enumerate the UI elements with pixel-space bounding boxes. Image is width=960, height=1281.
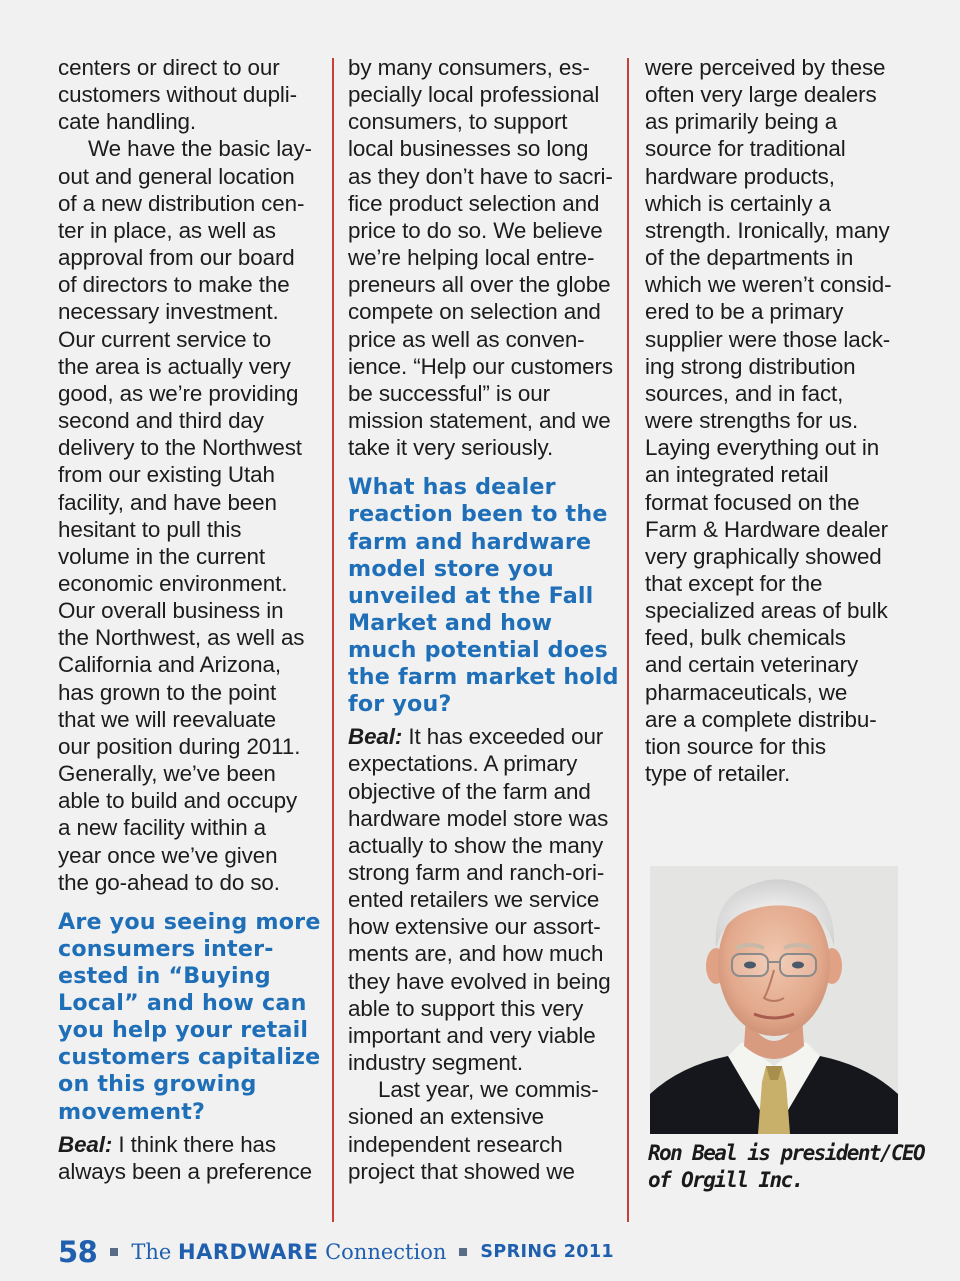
text-line: preneurs all over the globe [348, 272, 611, 298]
text-line: price to do so. We believe [348, 217, 603, 243]
text-line: feed, bulk chemicals [645, 625, 846, 651]
text-line: ested in “Buying [58, 963, 271, 990]
text-line: ments are, and how much [348, 941, 604, 967]
text-line: consumers inter- [58, 935, 274, 962]
text-line: much potential does [348, 636, 608, 663]
text-line: actually to show the many [348, 832, 604, 858]
text-line: year once we’ve given [58, 842, 278, 868]
footer-separator-square [459, 1248, 467, 1256]
text-line: by many consumers, es- [348, 55, 590, 80]
text-line: model store you [348, 555, 554, 582]
text-line: facility, and have been [58, 489, 277, 515]
answer-text-rest [348, 750, 610, 1076]
text-line: out and general location [58, 163, 295, 189]
text-line: sources, and in fact, [645, 380, 844, 406]
magazine-title-bold: HARDWARE [178, 1240, 319, 1264]
answer-text-start: I think there has [112, 1131, 277, 1157]
page-footer [58, 1232, 614, 1272]
paragraph-col3-1 [645, 54, 907, 787]
text-line: good, as we’re providing [58, 380, 299, 406]
photo-caption [648, 1140, 925, 1194]
text-line: be successful” is our [348, 380, 550, 406]
text-line: the Northwest, as well as [58, 625, 305, 651]
text-line: as they don’t have to sacri- [348, 163, 613, 189]
text-line: type of retailer. [645, 761, 791, 787]
question-heading-model-store [348, 474, 619, 718]
text-line: as primarily being a [645, 109, 838, 135]
text-line: specialized areas of bulk [645, 598, 888, 624]
text-line: Ron Beal is president/CEO [648, 1141, 925, 1165]
text-line: from our existing Utah [58, 462, 275, 488]
text-line: compete on selection and [348, 299, 601, 325]
text-line: volume in the current [58, 543, 265, 569]
paragraph-col1-2 [58, 135, 320, 895]
text-line: pecially local professional [348, 82, 600, 108]
text-line: of the departments in [645, 245, 854, 271]
text-line: able to support this very [348, 995, 584, 1021]
text-line: necessary investment. [58, 299, 279, 325]
text-line: are a complete distribu- [645, 706, 877, 732]
text-line: Generally, we’ve been [58, 761, 276, 787]
text-line: often very large dealers [645, 82, 877, 108]
text-line: you help your retail [58, 1017, 309, 1044]
text-line: the go-ahead to do so. [58, 869, 280, 895]
text-line: sioned an extensive [348, 1104, 545, 1130]
text-line: take it very seriously. [348, 435, 554, 461]
text-line: an integrated retail [645, 462, 829, 488]
text-line: farm and hardware [348, 528, 592, 555]
text-line: tion source for this [645, 733, 826, 759]
text-line: and certain veterinary [645, 652, 859, 678]
text-line: hesitant to pull this [58, 516, 242, 542]
text-line: strength. Ironically, many [645, 217, 890, 243]
text-line: Farm & Hardware dealer [645, 516, 888, 542]
text-line: were perceived by these [645, 55, 886, 80]
question-heading-buying-local [58, 909, 320, 1126]
text-line: hardware products, [645, 163, 835, 189]
text-line: economic environment. [58, 570, 288, 596]
text-line: the area is actually very [58, 353, 291, 379]
answer-col1 [58, 1131, 320, 1185]
portrait-photo [650, 866, 898, 1134]
text-line: important and very viable [348, 1022, 596, 1048]
magazine-title [131, 1240, 446, 1264]
text-line: Last year, we commis- [378, 1077, 599, 1103]
magazine-title-suffix: Connection [318, 1240, 447, 1264]
magazine-title-prefix: The [131, 1240, 178, 1264]
text-line: ing strong distribution [645, 353, 856, 379]
article-column-3 [645, 54, 907, 787]
article-column-1 [58, 54, 320, 1185]
text-line: Our current service to [58, 326, 272, 352]
text-line: cate handling. [58, 109, 197, 135]
text-line: always been a preference [58, 1158, 313, 1184]
text-line: supplier were those lack- [645, 326, 891, 352]
issue-label: SPRING 2011 [480, 1242, 614, 1262]
text-line: Laying everything out in [645, 435, 880, 461]
text-line: Local” and how can [58, 990, 307, 1017]
text-line: ter in place, as well as [58, 217, 276, 243]
text-line: were strengths for us. [645, 408, 859, 434]
text-line: unveiled at the Fall [348, 582, 594, 609]
text-line: a new facility within a [58, 815, 267, 841]
text-line: reaction been to the [348, 501, 608, 528]
text-line: centers or direct to our [58, 55, 280, 80]
text-line: which we weren’t consid- [645, 272, 892, 298]
text-line: has grown to the point [58, 679, 277, 705]
speaker-label: Beal: [58, 1131, 113, 1157]
portrait-illustration [650, 866, 898, 1134]
text-line: local businesses so long [348, 136, 589, 162]
text-line: Are you seeing more [58, 908, 321, 935]
text-line: format focused on the [645, 489, 860, 515]
paragraph-col2-1 [348, 54, 613, 461]
text-line: that except for the [645, 570, 823, 596]
text-line: project that showed we [348, 1158, 575, 1184]
paragraph-col2-2 [348, 1076, 610, 1185]
text-line: we’re helping local entre- [348, 245, 595, 271]
answer-text-rest [58, 1158, 320, 1185]
article-column-2 [348, 54, 619, 1185]
text-line: objective of the farm and [348, 778, 591, 804]
text-line: very graphically showed [645, 543, 882, 569]
footer-separator-square [110, 1248, 118, 1256]
text-line: What has dealer [348, 474, 556, 501]
answer-col2 [348, 723, 610, 1076]
paragraph-col1-1 [58, 54, 320, 135]
text-line: We have the basic lay- [88, 136, 312, 162]
text-line: independent research [348, 1131, 563, 1157]
text-line: movement? [58, 1098, 206, 1125]
text-line: they have evolved in being [348, 968, 611, 994]
text-line: the farm market hold [348, 664, 619, 690]
text-line: expectations. A primary [348, 751, 578, 777]
text-line: price as well as conven- [348, 326, 585, 352]
text-line: California and Arizona, [58, 652, 281, 678]
speaker-label: Beal: [348, 724, 403, 750]
text-line: able to build and occupy [58, 788, 298, 814]
page-number: 58 [58, 1235, 98, 1269]
text-line: mission statement, and we [348, 408, 611, 434]
column-divider-2 [627, 58, 629, 1222]
column-divider-1 [332, 58, 334, 1222]
text-line: of a new distribution cen- [58, 190, 305, 216]
text-line: ented retailers we service [348, 887, 600, 913]
text-line: Our overall business in [58, 598, 284, 624]
text-line: second and third day [58, 408, 264, 434]
text-line: consumers, to support [348, 109, 568, 135]
text-line: industry segment. [348, 1050, 524, 1076]
text-line: on this growing [58, 1071, 257, 1098]
text-line: strong farm and ranch-ori- [348, 859, 605, 885]
text-line: Market and how [348, 609, 553, 636]
text-line: ered to be a primary [645, 299, 844, 325]
text-line: how extensive our assort- [348, 914, 601, 940]
text-line: approval from our board [58, 245, 295, 271]
answer-text-start: It has exceeded our [402, 724, 604, 750]
text-line: fice product selection and [348, 190, 600, 216]
text-line: for you? [348, 691, 452, 718]
text-line: ience. “Help our customers [348, 353, 613, 379]
text-line: customers without dupli- [58, 82, 298, 108]
text-line: customers capitalize [58, 1044, 321, 1071]
text-line: of Orgill Inc. [648, 1168, 803, 1192]
text-line: source for traditional [645, 136, 846, 162]
text-line: which is certainly a [645, 190, 831, 216]
text-line: of directors to make the [58, 272, 290, 298]
text-line: hardware model store was [348, 805, 609, 831]
text-line: our position during 2011. [58, 733, 301, 759]
text-line: delivery to the Northwest [58, 435, 302, 461]
text-line: pharmaceuticals, we [645, 679, 848, 705]
text-line: that we will reevaluate [58, 706, 276, 732]
